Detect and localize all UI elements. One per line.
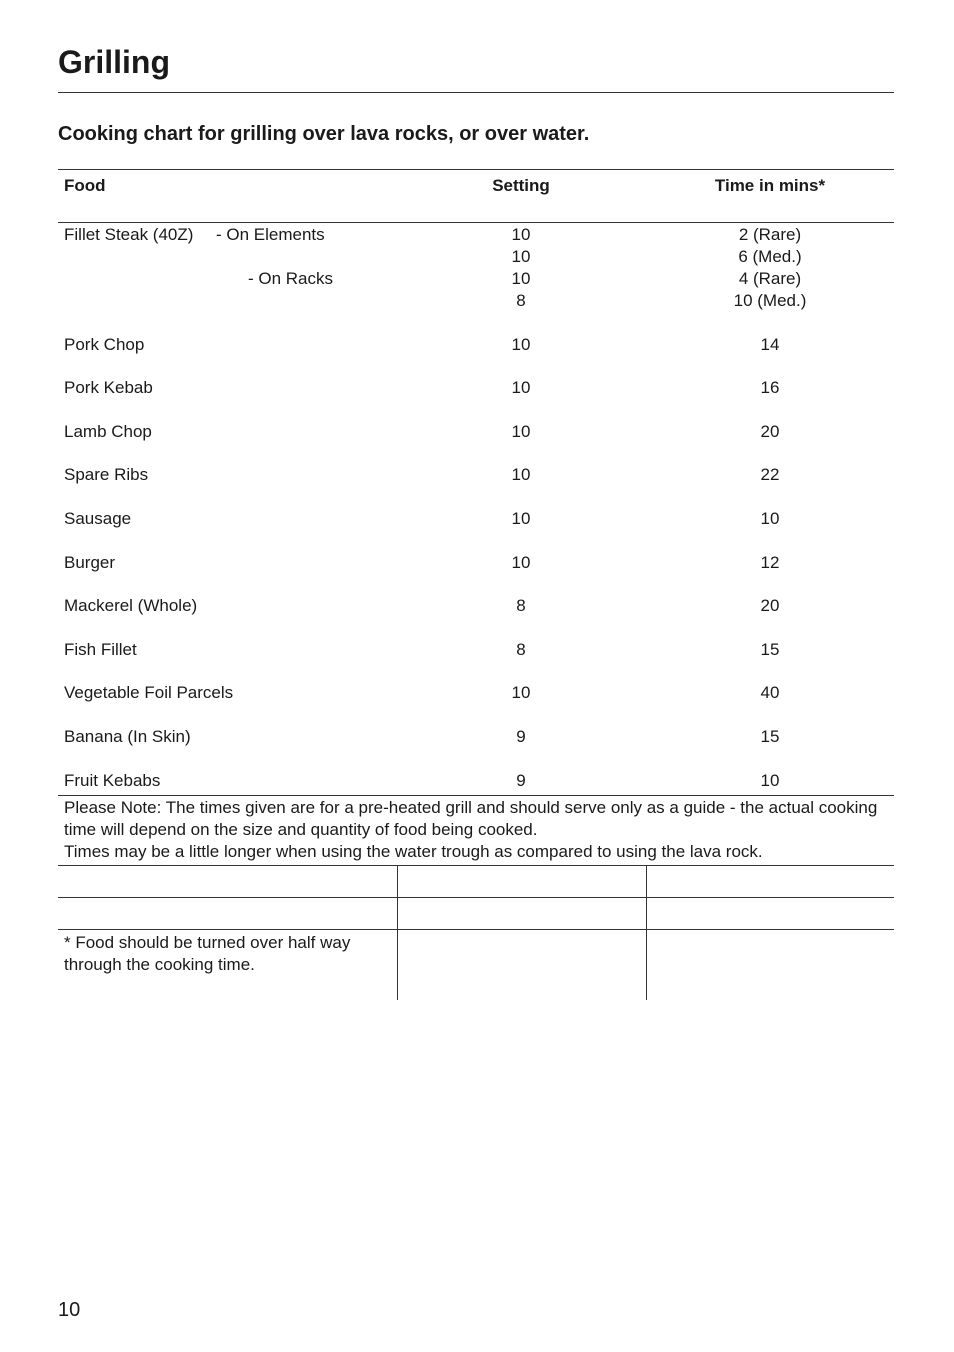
grid-column-divider <box>397 866 398 1000</box>
header-time: Time in mins* <box>714 176 826 195</box>
food-cell: Banana (In Skin) <box>64 727 191 746</box>
note-top-rule <box>58 795 894 796</box>
food-cell: Lamb Chop <box>64 422 152 441</box>
note-text: Times may be a little longer when using the water trough as compared to using the lava rock. <box>64 842 763 861</box>
food-cell: Sausage <box>64 509 132 528</box>
setting-cell: 8 <box>516 640 526 659</box>
food-cell: Fillet Steak (40Z) <box>64 225 194 244</box>
method-cell: - On Elements <box>216 225 325 244</box>
page-title: Grilling <box>58 44 170 80</box>
setting-cell: 10 <box>511 509 531 528</box>
setting-cell: 10 <box>511 683 531 702</box>
setting-cell: 10 <box>511 269 531 288</box>
table-row <box>0 726 954 748</box>
table-row <box>0 268 954 290</box>
time-cell: 14 <box>760 335 780 354</box>
table-row <box>0 464 954 486</box>
table-row <box>0 334 954 356</box>
table-row <box>0 508 954 530</box>
note-text: Please Note: The times given are for a pre-heated grill and should serve only as a guide - the actual cooking time will depend on the size and quantity of food being cooked. <box>64 798 878 839</box>
time-cell: 40 <box>760 683 780 702</box>
food-cell: Vegetable Foil Parcels <box>64 683 234 702</box>
header-food: Food <box>64 176 106 195</box>
table-row <box>0 682 954 704</box>
grid-column-divider <box>646 866 647 1000</box>
setting-cell: 8 <box>516 596 526 615</box>
header-setting: Setting <box>492 176 550 195</box>
footnote: * Food should be turned over half way through the cooking time. <box>64 933 351 974</box>
time-cell: 10 <box>760 509 780 528</box>
table-row <box>0 595 954 617</box>
food-cell: Burger <box>64 553 116 572</box>
setting-cell: 10 <box>511 465 531 484</box>
table-row <box>0 639 954 661</box>
time-cell: 16 <box>760 378 780 397</box>
chart-subtitle: Cooking chart for grilling over lava rocks, or over water. <box>58 123 590 145</box>
time-cell: 22 <box>760 465 780 484</box>
time-cell: 6 (Med.) <box>738 247 802 266</box>
time-cell: 15 <box>760 640 780 659</box>
food-cell: Fruit Kebabs <box>64 771 161 790</box>
grid-rule <box>58 929 894 930</box>
setting-cell: 9 <box>516 771 526 790</box>
time-cell: 20 <box>760 422 780 441</box>
table-row <box>0 377 954 399</box>
setting-cell: 8 <box>516 291 526 310</box>
food-cell: Pork Chop <box>64 335 145 354</box>
setting-cell: 10 <box>511 422 531 441</box>
table-row <box>0 770 954 792</box>
table-row <box>0 552 954 574</box>
time-cell: 15 <box>760 727 780 746</box>
table-row <box>0 290 954 312</box>
time-cell: 10 (Med.) <box>733 291 807 310</box>
time-cell: 12 <box>760 553 780 572</box>
setting-cell: 10 <box>511 553 531 572</box>
setting-cell: 10 <box>511 225 531 244</box>
grid-rule <box>58 897 894 898</box>
time-cell: 2 (Rare) <box>738 225 802 244</box>
title-divider <box>58 92 894 93</box>
table-top-rule <box>58 169 894 170</box>
time-cell: 10 <box>760 771 780 790</box>
setting-cell: 10 <box>511 378 531 397</box>
please-note <box>64 797 890 863</box>
table-row <box>0 246 954 268</box>
food-cell: Mackerel (Whole) <box>64 596 198 615</box>
food-cell: Pork Kebab <box>64 378 153 397</box>
time-cell: 4 (Rare) <box>738 269 802 288</box>
time-cell: 20 <box>760 596 780 615</box>
setting-cell: 10 <box>511 247 531 266</box>
setting-cell: 10 <box>511 335 531 354</box>
table-row <box>0 224 954 246</box>
food-cell: Spare Ribs <box>64 465 149 484</box>
table-row <box>0 421 954 443</box>
header-bottom-rule <box>58 222 894 223</box>
method-cell: - On Racks <box>247 269 333 288</box>
food-cell: Fish Fillet <box>64 640 137 659</box>
setting-cell: 9 <box>516 727 526 746</box>
grid-rule <box>58 865 894 866</box>
page-number: 10 <box>58 1299 81 1321</box>
